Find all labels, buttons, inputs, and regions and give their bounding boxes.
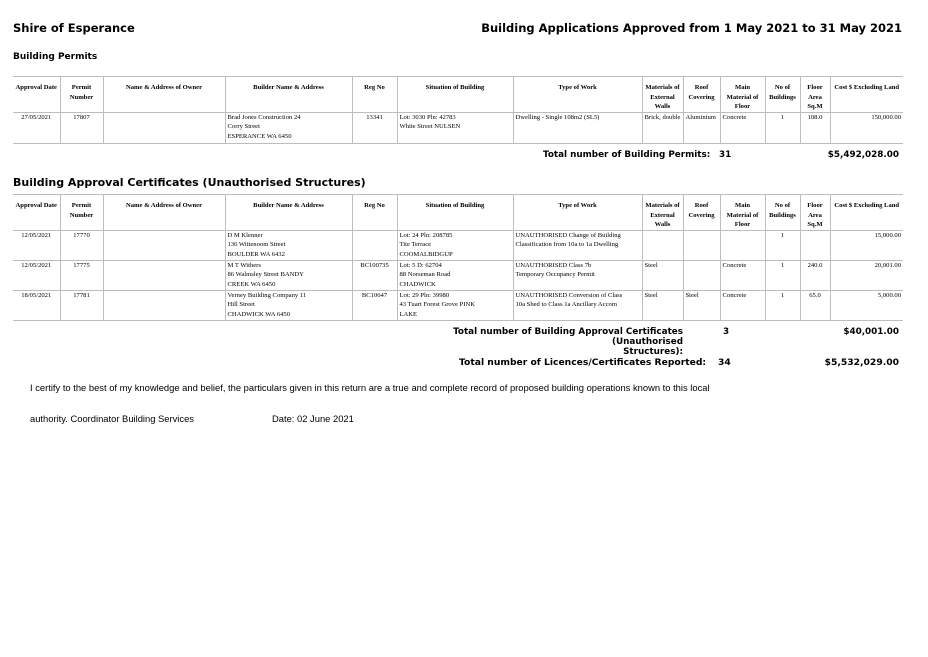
cell-line: BOULDER WA 6432 [227,250,285,258]
section-title-certificates: Building Approval Certificates (Unauthorised Structures) [13,176,366,189]
cell-roof: Steel [683,290,720,320]
certificates-total-value: $40,001.00 [843,327,899,337]
cell-permit: 17781 [60,290,103,320]
cell-area [800,230,830,260]
grand-total-label: Total number of Licences/Certificates Reported: [459,357,707,368]
cell-line: COOMALBIDGUP [399,250,453,258]
certification-date: Date: 02 June 2021 [272,413,354,424]
column-header: No of Buildings [765,77,800,113]
cell-line: 88 Norseman Road [399,271,451,278]
cell-line: CREEK WA 6450 [227,280,276,288]
cell-builder [225,112,352,143]
cell-cost: 20,001.00 [830,260,903,290]
column-header: Name & Address of Owner [103,195,225,231]
cell-reg: BC10647 [352,290,397,320]
cell-line: Corry Street [227,123,260,130]
cell-line: Tite Terrace [399,241,432,248]
report-title: Building Applications Approved from 1 May 2021 to 31 May 2021 [481,21,902,35]
cell-owner [103,290,225,320]
column-header: Roof Covering [683,77,720,113]
cell-buildings: 1 [765,260,800,290]
cell-date: 12/05/2021 [13,230,60,260]
cell-builder [225,290,352,320]
cell-line: Verney Building Company 11 [227,291,307,299]
certificates-table [13,194,903,321]
cell-line: White Street NULSEN [399,123,461,130]
column-header: Builder Name & Address [225,195,352,231]
cell-line: UNAUTHORISED Conversion of Class [515,291,623,299]
cell-reg: BC100735 [352,260,397,290]
table-row [13,230,903,260]
column-header: Cost $ Excluding Land [830,77,903,113]
column-header: Type of Work [513,77,642,113]
cell-cost: 5,000.00 [830,290,903,320]
column-header: No of Buildings [765,195,800,231]
permits-total-value: $5,492,028.00 [827,150,899,160]
permits-total-count: 31 [719,150,732,160]
table-row [13,290,903,320]
cell-line: UNAUTHORISED Class 7b [515,261,592,269]
cell-situation [397,112,513,143]
cell-line: Dwelling - Single 108m2 (SL5) [515,113,600,121]
cell-line: 136 Wittenoom Street [227,241,286,248]
column-header: Reg No [352,195,397,231]
cell-buildings: 1 [765,290,800,320]
cell-floor [720,230,765,260]
certificates-total-count: 3 [723,327,730,337]
cell-floor: Concrete [720,112,765,143]
cell-area: 65.0 [800,290,830,320]
cell-line: UNAUTHORISED Change of Building [515,231,621,239]
column-header: Materials of External Walls [642,77,683,113]
column-header: Main Material of Floor [720,195,765,231]
cell-line: M T Withers [227,261,261,269]
cell-owner [103,260,225,290]
column-header: Cost $ Excluding Land [830,195,903,231]
cell-line: ESPERANCE WA 6450 [227,132,292,140]
table-row [13,112,903,143]
column-header: Name & Address of Owner [103,77,225,113]
cell-line: 43 Tuart Forest Grove PINK [399,301,475,308]
cell-floor: Concrete [720,290,765,320]
cell-walls: Steel [642,290,683,320]
cell-line: D M Klenner [227,231,263,239]
cell-line: Lot: 29 Pln: 39980 [399,291,450,299]
grand-total-value: $5,532,029.00 [824,357,899,368]
cell-walls: Brick, double [642,112,683,143]
cell-work [513,230,642,260]
certification-signoff: authority. Coordinator Building Services [30,413,194,424]
cell-date: 27/05/2021 [13,112,60,143]
column-header: Type of Work [513,195,642,231]
cell-builder [225,230,352,260]
column-header: Approval Date [13,77,60,113]
cell-situation [397,260,513,290]
certification-text: I certify to the best of my knowledge and belief, the particulars given in this return are a true and complete record of proposed building operations known to this local [30,382,710,393]
cell-date: 12/05/2021 [13,260,60,290]
cell-work [513,290,642,320]
cell-roof: Aluminium [683,112,720,143]
permits-table [13,76,903,144]
cell-line: 86 Walmsley Street BANDY [227,271,304,278]
column-header: Permit Number [60,195,103,231]
cell-date: 18/05/2021 [13,290,60,320]
cell-permit: 17770 [60,230,103,260]
cell-line: Hill Street [227,301,255,308]
cell-situation [397,290,513,320]
cell-owner [103,112,225,143]
cell-area: 240.0 [800,260,830,290]
cell-line: 10a Shed to Class 1a Ancillary Accom [515,301,617,308]
cell-reg: 13341 [352,112,397,143]
column-header: Floor Area Sq.M [800,195,830,231]
cell-roof [683,230,720,260]
cell-cost: 150,000.00 [830,112,903,143]
cell-walls [642,230,683,260]
cell-work [513,260,642,290]
column-header: Materials of External Walls [642,195,683,231]
cell-reg [352,230,397,260]
cell-builder [225,260,352,290]
cell-line: Brad Jones Construction 24 [227,113,301,121]
certificates-total-label-line2: Structures): [623,347,683,357]
column-header: Main Material of Floor [720,77,765,113]
column-header: Builder Name & Address [225,77,352,113]
council-name: Shire of Esperance [13,21,135,35]
grand-total-count: 34 [718,357,731,368]
cell-cost: 15,000.00 [830,230,903,260]
cell-owner [103,230,225,260]
certificates-total-label [383,327,683,357]
cell-line: CHADWICK [399,280,436,288]
column-header: Approval Date [13,195,60,231]
cell-situation [397,230,513,260]
table-row [13,260,903,290]
cell-line: Lot: 3030 Pln: 42783 [399,113,456,121]
cell-buildings: 1 [765,112,800,143]
cell-line: Lot: 5 D: 62704 [399,261,442,269]
column-header: Permit Number [60,77,103,113]
column-header: Situation of Building [397,195,513,231]
cell-line: Lot: 24 Pln: 208785 [399,231,453,239]
cell-line: Classification from 10a to 1a Dwelling [515,241,619,248]
cell-permit: 17807 [60,112,103,143]
cell-permit: 17775 [60,260,103,290]
certificates-total-label-line1: Total number of Building Approval Certificates (Unauthorised [453,327,683,347]
column-header: Roof Covering [683,195,720,231]
section-title-permits: Building Permits [13,52,98,62]
cell-line: CHADWICK WA 6450 [227,310,291,318]
cell-line: LAKE [399,310,418,318]
cell-roof [683,260,720,290]
cell-area: 108.0 [800,112,830,143]
cell-walls: Steel [642,260,683,290]
column-header: Reg No [352,77,397,113]
cell-work [513,112,642,143]
permits-total-label: Total number of Building Permits: [543,150,711,160]
cell-line: Temporary Occupancy Permit [515,271,595,278]
cell-buildings: 1 [765,230,800,260]
column-header: Situation of Building [397,77,513,113]
cell-floor: Concrete [720,260,765,290]
column-header: Floor Area Sq.M [800,77,830,113]
